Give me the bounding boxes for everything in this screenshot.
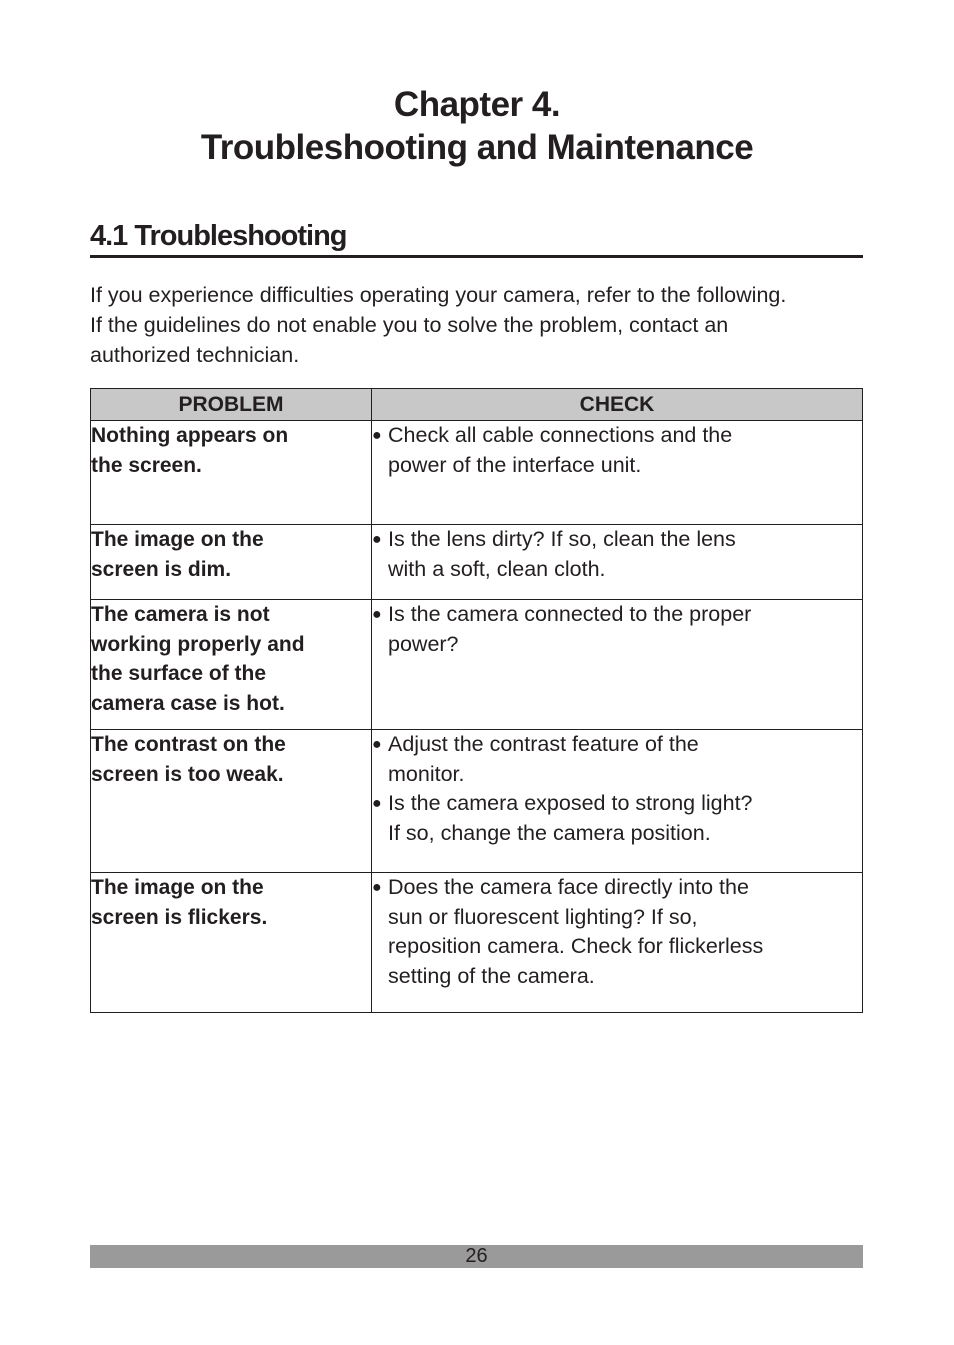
bullet-icon: ● <box>372 427 382 444</box>
bullet-icon: ● <box>372 795 382 812</box>
check-line: Does the camera face directly into the <box>388 875 749 899</box>
problem-line: The camera is not <box>91 603 270 626</box>
problem-cell <box>91 873 372 1013</box>
intro-line: If the guidelines do not enable you to solve the problem, contact an <box>90 313 729 337</box>
problem-line: Nothing appears on <box>91 424 289 447</box>
problem-line: The image on the <box>91 876 264 899</box>
check-item <box>372 873 862 991</box>
check-line: monitor. <box>388 761 465 786</box>
check-line: Adjust the contrast feature of the <box>388 732 699 756</box>
chapter-number: Chapter 4. <box>393 85 561 124</box>
chapter-title <box>0 83 954 169</box>
problem-line: screen is dim. <box>91 557 232 581</box>
check-cell <box>372 873 863 1013</box>
problem-line: the surface of the <box>91 662 267 685</box>
table-row <box>91 873 863 1013</box>
page-number: 26 <box>465 1245 488 1267</box>
check-line: Is the lens dirty? If so, clean the lens <box>388 527 736 551</box>
section-heading: 4.1 Troubleshooting <box>90 218 863 258</box>
check-cell <box>372 730 863 873</box>
table-row <box>91 421 863 525</box>
check-line: sun or fluorescent lighting? If so, <box>388 904 698 929</box>
check-item <box>372 789 862 848</box>
check-item <box>372 600 862 659</box>
check-cell <box>372 421 863 525</box>
column-header-check: CHECK <box>372 389 863 421</box>
bullet-icon: ● <box>372 736 382 753</box>
check-line: Check all cable connections and the <box>388 423 733 447</box>
bullet-icon: ● <box>372 879 382 896</box>
column-header-problem: PROBLEM <box>91 389 372 421</box>
check-cell <box>372 525 863 600</box>
table-body <box>91 421 863 1013</box>
problem-cell <box>91 600 372 730</box>
troubleshooting-table <box>90 388 863 1013</box>
intro-line: If you experience difficulties operating your camera, refer to the following. <box>90 283 787 307</box>
problem-line: The contrast on the <box>91 733 286 756</box>
table-row <box>91 525 863 600</box>
check-line: If so, change the camera position. <box>388 820 711 845</box>
problem-line: The image on the <box>91 528 264 551</box>
check-item <box>372 525 862 584</box>
check-line: Is the camera connected to the proper <box>388 602 752 626</box>
problem-line: screen is too weak. <box>91 762 284 786</box>
intro-line: authorized technician. <box>90 343 300 367</box>
check-line: power of the interface unit. <box>388 452 642 477</box>
problem-cell <box>91 730 372 873</box>
check-item <box>372 730 862 789</box>
check-line: reposition camera. Check for flickerless <box>388 934 764 958</box>
check-line: power? <box>388 631 459 656</box>
check-cell <box>372 600 863 730</box>
intro-paragraph <box>90 280 880 370</box>
problem-line: camera case is hot. <box>91 691 285 715</box>
bullet-icon: ● <box>372 606 382 623</box>
table-row <box>91 600 863 730</box>
problem-line: working properly and <box>91 632 305 656</box>
check-item <box>372 421 862 480</box>
bullet-icon: ● <box>372 531 382 548</box>
table-row <box>91 730 863 873</box>
table-header-row <box>91 389 863 421</box>
check-line: with a soft, clean cloth. <box>388 556 606 581</box>
chapter-name: Troubleshooting and Maintenance <box>200 128 754 167</box>
problem-line: the screen. <box>91 453 202 477</box>
problem-cell <box>91 525 372 600</box>
problem-line: screen is flickers. <box>91 905 268 929</box>
check-line: Is the camera exposed to strong light? <box>388 791 753 815</box>
footer-bar <box>90 1245 863 1268</box>
check-line: setting of the camera. <box>388 963 595 988</box>
problem-cell <box>91 421 372 525</box>
